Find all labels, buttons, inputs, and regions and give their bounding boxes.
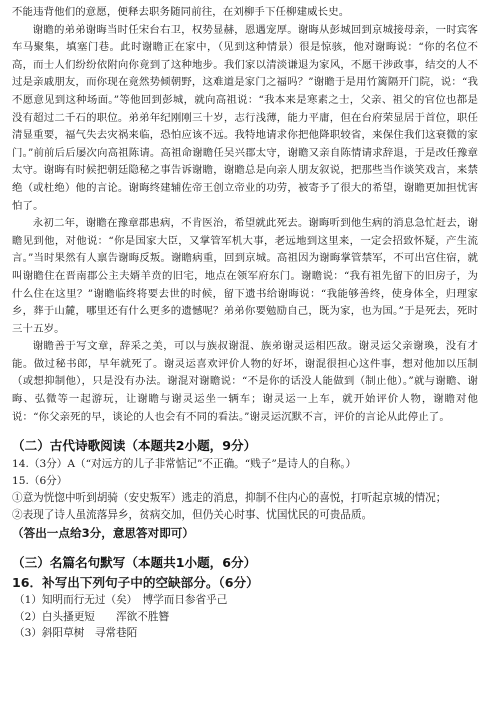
question-16: 16．补写出下列句子中的空缺部分。（6分） — [12, 575, 259, 591]
recitation-section — [12, 553, 478, 642]
answer-line: 15.（6分） — [12, 475, 68, 488]
translation-passage — [12, 4, 478, 426]
answer-item: （3）斜阳草树 寻常巷陌 — [14, 627, 138, 640]
answer-item: （1）知明而行无过（矣） 博学而日参省乎己 — [14, 594, 228, 607]
section-heading: （二）古代诗歌阅读（本题共2小题，9分） — [12, 438, 257, 454]
answer-line: ②表现了诗人虽流落异乡，贫病交加，但仍关心时事、忧国忧民的可贵品质。 — [12, 509, 373, 522]
passage-paragraph: 谢瞻的弟弟谢晦当时任宋台右卫，权势显赫，恩遇宠厚。谢晦从彭城回到京城接母亲，一时宾客车马聚集，填塞门巷。此时谢瞻正在家中，（见到这种情景）很是惊骇，他对谢晦说：“你的名位不高，而士人们纷纷依附向你竟到了这种地步。我们家以清淡谦退为家风，不愿干涉政事，结交的人不过是亲戚朋友，而你现在竟然势倾朝野，这难道是家门之福吗？”谢瞻于是用竹篱隔开门院，说：“我不愿意见到这种场面。”等他回到彭城，就向高祖说：“我本来是寒素之士，父亲、祖父的官位也都是没有超过二千石的职位。弟弟年纪刚刚三十岁，志行浅薄，能力平庸，但在台府荣显居于首位，职任清显重要，福气失去灾祸来临，恐怕应该不远。我特地请求你把他降职较省，来保住我们这衰微的家门。”前前后后屡次向高祖陈请。高祖命谢瞻任吴兴郡太守，谢瞻又亲自陈情请求辞退，于是改任豫章太守。谢晦有时候把朝廷隐秘之事告诉谢瞻，谢瞻总是向亲人朋友叙说，把那些当作谈笑戏言，来禁绝（或杜绝）他的言论。谢晦终建辅佐帝王创立帝业的功劳，被寄予了很大的希望，谢瞻更加担忧害怕了。 — [12, 23, 478, 212]
scoring-note: （答出一点给3分，意思答对即可） — [12, 526, 194, 541]
answer-line: ①意为恍惚中听到胡骑（安史叛军）逃走的消息，抑制不住内心的喜悦，打听起京城的情况； — [12, 492, 447, 505]
answer-item: （2）白头搔更短 浑欲不胜簪 — [14, 610, 170, 623]
passage-paragraph: 谢瞻善于写文章，辞采之美，可以与族叔谢混、族弟谢灵运相匹敌。谢灵运父亲谢瑍，没有才能。做过秘书郎，早年就死了。谢灵运喜欢评价人物的好坏，谢混很担心这件事，想对他加以压制（或想抑制他），只是没有办法。谢混对谢瞻说：“不是你的话没人能做到（制止他）。”就与谢瞻、谢晦、弘微等一起游玩，让谢瞻与谢灵运坐一辆车；谢灵运一上车，就开始评价人物，谢瞻对他说：“你父亲死的早，谈论的人也会有不同的看法。”谢灵运沉默不言，评价的言论从此停止了。 — [12, 340, 478, 423]
poetry-section — [12, 436, 478, 543]
answer-line: 14.（3分）A（“对远方的儿子非常惦记”不正确。“贱子”是诗人的自称。） — [12, 458, 357, 471]
passage-paragraph: 不能违背他们的意愿，便释去职务随同前往，在刘柳手下任柳建威长史。 — [12, 6, 350, 18]
section-heading: （三）名篇名句默写（本题共1小题，6分） — [12, 555, 257, 571]
passage-paragraph: 永初二年，谢瞻在豫章郡患病，不肯医治，希望就此死去。谢晦听到他生病的消息急忙赶去，谢瞻见到他，对他说：“你是国家大臣，又掌管军机大事，老远地到这里来，一定会招致怀疑，产生流言。”当时果然有人禀告谢晦反叛。谢瞻病重，回到京城。高祖因为谢晦掌管禁军，不可出宫住宿，就叫谢瞻住在晋南郡公主夫婿羊贲的旧宅，地点在领军府东门。谢瞻说：“我有祖先留下的旧房子，为什么住在这里？”谢瞻临终将要去世的时候，留下遗书给谢晦说：“我能够善终，使身体全，归理家乡，葬于山麓，哪里还有什么更多的遗憾呢？弟弟你要勉励自己，既为家，也为国。”于是死去，死时三十五岁。 — [12, 217, 478, 335]
